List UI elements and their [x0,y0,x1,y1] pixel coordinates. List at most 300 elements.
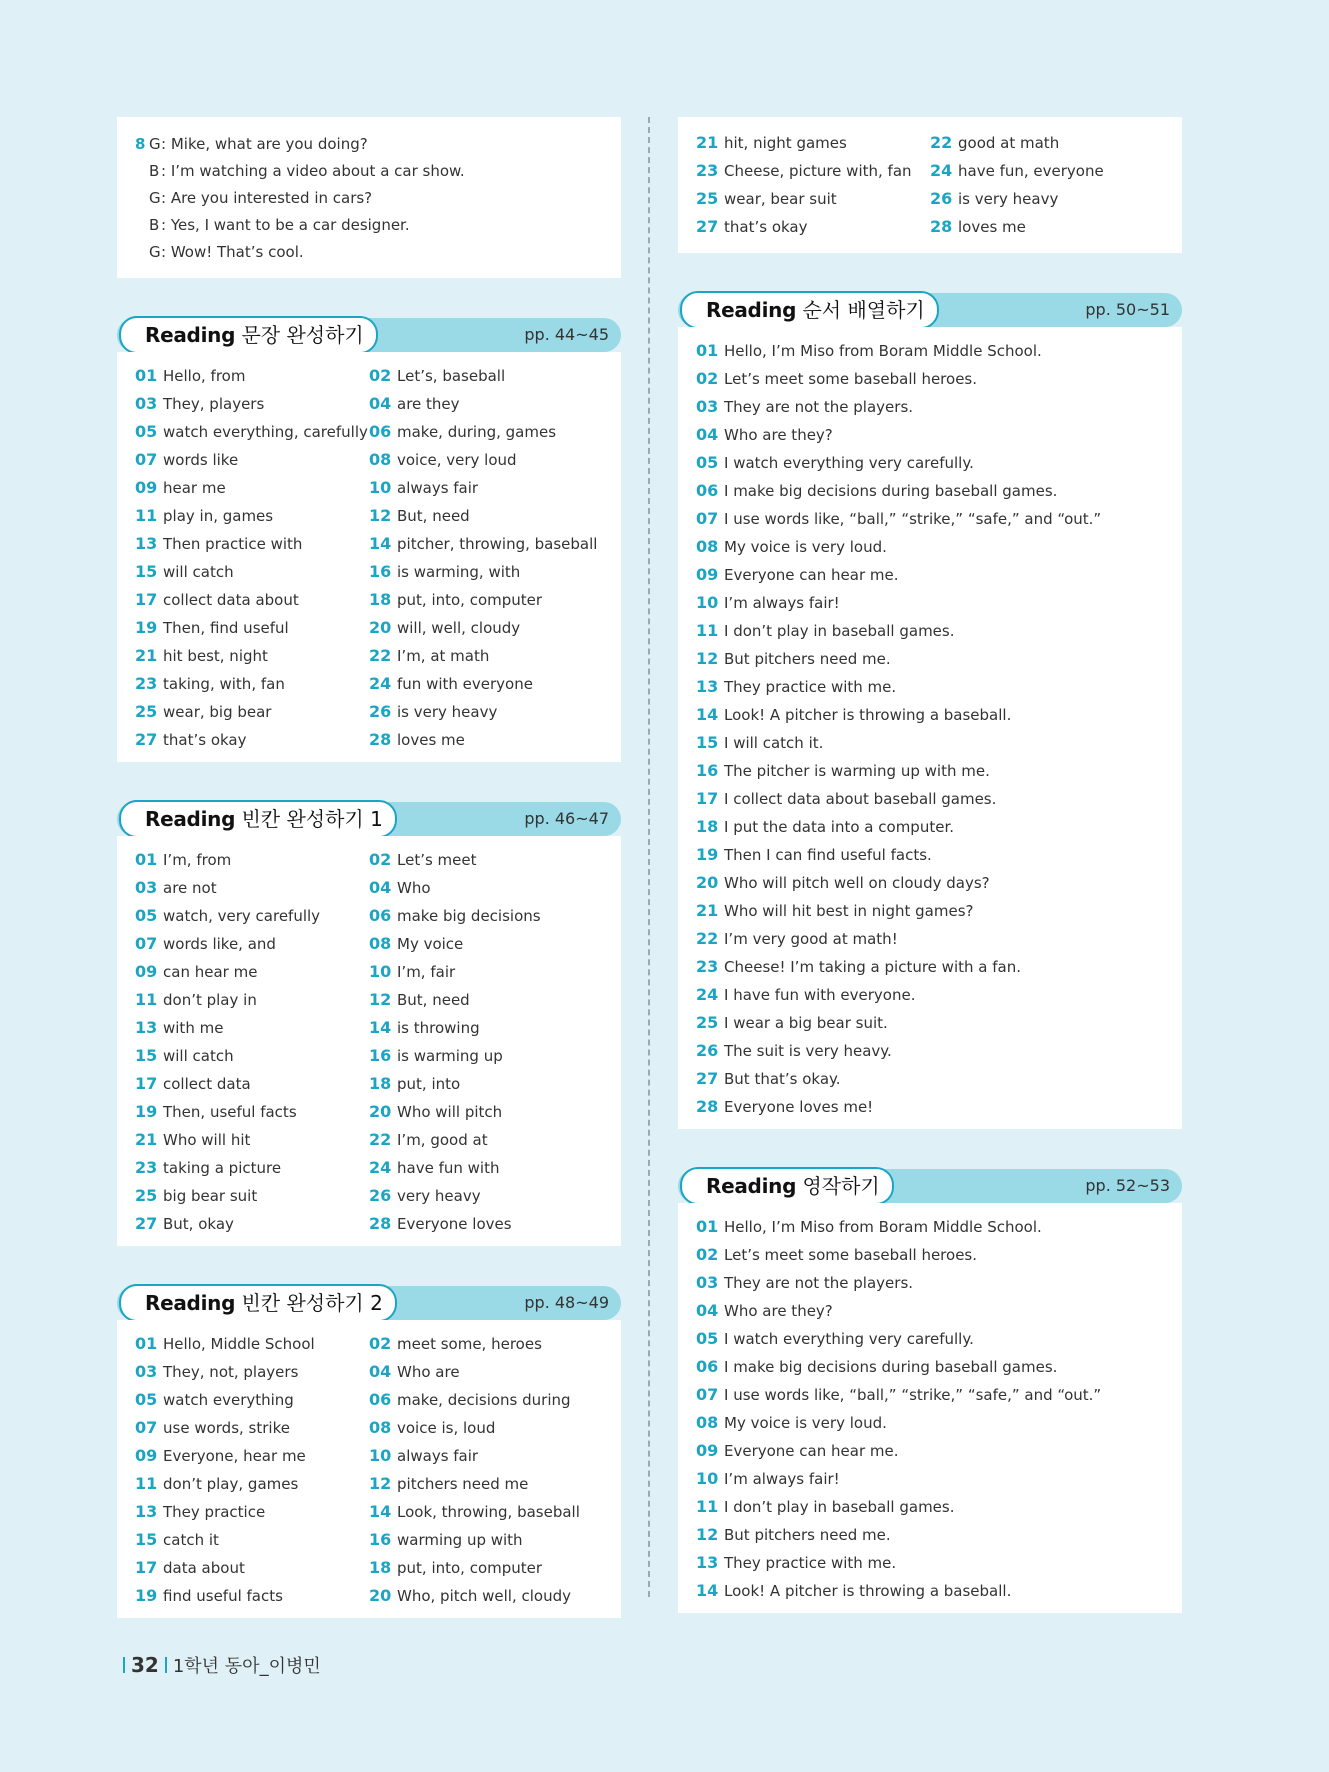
answer-text: My voice is very loud. [724,1414,887,1432]
answer-text: Then, useful facts [163,1103,297,1121]
answer-item [135,1498,369,1526]
answer-text: pitchers need me [397,1475,529,1493]
answer-number: 13 [135,534,158,553]
answer-text: Let’s meet some baseball heroes. [724,1246,978,1264]
answer-number: 24 [369,674,392,693]
answer-item [135,1442,369,1470]
answer-item [135,502,369,530]
answer-number: 05 [696,1329,719,1348]
answer-text: Then I can find useful facts. [724,846,932,864]
answer-number: 02 [696,369,719,388]
answer-item [135,1414,369,1442]
answer-item [696,813,1164,841]
answer-text: Who are they? [724,426,833,444]
answer-text: I collect data about baseball games. [724,790,997,808]
answer-item [696,1009,1164,1037]
answer-text: Who, pitch well, cloudy [397,1587,572,1605]
speaker: B [149,162,160,180]
answer-text: will catch [163,563,234,581]
answer-number: 18 [369,1074,392,1093]
answer-number: 03 [696,1273,719,1292]
answer-item [696,1297,1164,1325]
answer-item [696,1213,1164,1241]
section-fill-blank-2-continued [678,117,1182,253]
answer-number: 23 [696,957,719,976]
answer-text: don’t play, games [163,1475,299,1493]
answer-number: 22 [369,646,392,665]
answer-item [135,1014,369,1042]
answer-item [696,1269,1164,1297]
answer-item [369,958,599,986]
answer-text: is warming up [397,1047,503,1065]
answer-text: Everyone loves [397,1215,512,1233]
answer-number: 01 [135,366,158,385]
answer-text: Everyone loves me! [724,1098,874,1116]
page-footer [117,1652,321,1678]
answer-number: 19 [135,1102,158,1121]
answer-item [696,129,930,157]
answer-text: Everyone, hear me [163,1447,306,1465]
answer-item [696,1437,1164,1465]
answer-text: I wear a big bear suit. [724,1014,888,1032]
answer-item [696,701,1164,729]
answer-text: They practice with me. [724,678,897,696]
answer-item [369,1210,599,1238]
answer-number: 07 [135,934,158,953]
answer-number: 13 [135,1018,158,1037]
answer-text: Everyone can hear me. [724,566,899,584]
answer-item [135,1210,369,1238]
section-title: Reading 문장 완성하기 [119,316,378,354]
answer-number: 12 [369,1474,392,1493]
answer-grid [696,129,1164,241]
answer-number: 06 [369,422,392,441]
answer-text: is very heavy [397,703,498,721]
answer-item [696,561,1164,589]
answer-number: 06 [369,906,392,925]
answer-number: 21 [696,901,719,920]
answer-number: 26 [369,702,392,721]
answer-item [135,1554,369,1582]
answer-number: 05 [696,453,719,472]
answer-text: The pitcher is warming up with me. [724,762,990,780]
answer-item [696,365,1164,393]
answer-number: 11 [135,506,158,525]
answer-item [696,1409,1164,1437]
answer-text: But pitchers need me. [724,1526,891,1544]
answer-text: But, need [397,507,470,525]
answer-text: make big decisions [397,907,541,925]
answer-item [135,874,369,902]
answer-number: 14 [369,534,392,553]
answer-item [135,1386,369,1414]
answer-text: I’m, good at [397,1131,488,1149]
answer-item [696,925,1164,953]
answer-item [369,642,599,670]
answer-text: My voice [397,935,464,953]
answer-number: 26 [930,189,953,208]
answer-grid [135,846,603,1238]
answer-item [135,1582,369,1610]
answer-text: Who are they? [724,1302,833,1320]
answer-number: 13 [696,677,719,696]
answer-item [135,902,369,930]
answer-number: 26 [369,1186,392,1205]
answer-number: 23 [696,161,719,180]
answer-number: 01 [696,1217,719,1236]
answer-number: 10 [696,1469,719,1488]
answer-number: 22 [930,133,953,152]
section-fill-blank-1 [117,800,621,1246]
answer-text: find useful facts [163,1587,283,1605]
answer-number: 21 [135,1130,158,1149]
answer-item [696,1037,1164,1065]
answer-number: 04 [369,878,392,897]
answer-text: collect data [163,1075,251,1093]
answer-item [369,502,599,530]
section-pages: pp. 50~51 [1085,300,1170,319]
answer-text: is warming, with [397,563,521,581]
answer-text: very heavy [397,1187,481,1205]
answer-number: 10 [369,478,392,497]
section-composition [678,1167,1182,1613]
answer-number: 14 [369,1502,392,1521]
answer-item [135,1358,369,1386]
answer-number: 24 [369,1158,392,1177]
answer-item [135,614,369,642]
answer-item [369,446,599,474]
answer-item [135,1042,369,1070]
answer-item [696,1241,1164,1269]
answer-text: catch it [163,1531,219,1549]
answer-item [369,362,599,390]
answer-text: I don’t play in baseball games. [724,622,955,640]
answer-number: 04 [696,1301,719,1320]
answer-item [135,642,369,670]
answer-number: 15 [696,733,719,752]
answer-item [696,1325,1164,1353]
answer-number: 08 [696,1413,719,1432]
answer-number: 27 [135,730,158,749]
answer-number: 02 [369,1334,392,1353]
answer-number: 13 [135,1502,158,1521]
dialog-text: Mike, what are you doing? [170,135,368,153]
answer-number: 15 [135,1046,158,1065]
answer-text: put, into [397,1075,461,1093]
answer-number: 14 [696,1581,719,1600]
answer-text: watch, very carefully [163,907,321,925]
answer-number: 12 [369,990,392,1009]
answer-number: 05 [135,1390,158,1409]
answer-text: Look, throwing, baseball [397,1503,580,1521]
answer-text: have fun, everyone [958,162,1104,180]
answer-text: use words, strike [163,1419,290,1437]
answer-number: 27 [696,1069,719,1088]
answer-text: They are not the players. [724,1274,914,1292]
answer-item [369,1070,599,1098]
answer-item [135,1330,369,1358]
speaker: G [149,189,161,207]
answer-text: Let’s meet [397,851,477,869]
section-fill-blank-2 [117,1284,621,1618]
answer-item [369,698,599,726]
answer-number: 16 [369,1530,392,1549]
answer-number: 22 [696,929,719,948]
answer-item [930,185,1160,213]
answer-item [369,1126,599,1154]
answer-text: taking, with, fan [163,675,285,693]
answer-number: 07 [696,509,719,528]
answer-text: They, players [163,395,265,413]
answer-number: 09 [696,1441,719,1460]
answer-text: I’m, fair [397,963,456,981]
answer-number: 19 [135,618,158,637]
answer-text: Look! A pitcher is throwing a baseball. [724,1582,1012,1600]
answer-text: Then practice with [163,535,303,553]
dialog-text: Yes, I want to be a car designer. [170,216,410,234]
answer-number: 08 [369,1418,392,1437]
answer-text: But that’s okay. [724,1070,841,1088]
answer-text: will catch [163,1047,234,1065]
answer-number: 20 [369,1586,392,1605]
answer-number: 12 [696,649,719,668]
answer-number: 03 [135,394,158,413]
answer-text: Who will hit best in night games? [724,902,974,920]
answer-item [369,1386,599,1414]
section-title: Reading 영작하기 [680,1167,894,1205]
left-column [117,117,621,1618]
answer-text: I use words like, “ball,” “strike,” “safe,” and “out.” [724,1386,1102,1404]
answer-item [135,1098,369,1126]
answer-item [696,785,1164,813]
answer-number: 05 [135,906,158,925]
answer-item [135,1126,369,1154]
answer-text: is throwing [397,1019,480,1037]
answer-number: 22 [369,1130,392,1149]
dialog-line: B : Yes, I want to be a car designer. [135,212,603,239]
answer-text: fun with everyone [397,675,533,693]
answer-number: 17 [696,789,719,808]
section-header [678,1167,1182,1203]
answer-item [135,726,369,754]
answer-number: 28 [930,217,953,236]
answer-text: I’m always fair! [724,594,840,612]
answer-item [696,897,1164,925]
answer-number: 02 [696,1245,719,1264]
answer-item [135,670,369,698]
answer-text: have fun with [397,1159,500,1177]
dialog-line: G: Are you interested in cars? [135,185,603,212]
answer-text: with me [163,1019,224,1037]
speaker: G [149,243,161,261]
answer-item [369,1498,599,1526]
answer-item [369,1414,599,1442]
answer-number: 20 [696,873,719,892]
answer-number: 06 [696,481,719,500]
answer-text: I make big decisions during baseball games. [724,1358,1058,1376]
answer-number: 12 [369,506,392,525]
answer-grid [135,1330,603,1610]
answer-text: They practice with me. [724,1554,897,1572]
answer-item [369,1182,599,1210]
footer-bar [123,1657,125,1673]
dialog-line: G: Wow! That’s cool. [135,239,603,266]
answer-text: Who will hit [163,1131,251,1149]
answer-item [135,474,369,502]
answer-text: play in, games [163,507,274,525]
answer-number: 21 [696,133,719,152]
answer-text: put, into, computer [397,1559,543,1577]
answer-item [369,1526,599,1554]
answer-number: 04 [696,425,719,444]
answer-text: words like [163,451,239,469]
answer-number: 28 [369,730,392,749]
answer-text: Cheese! I’m taking a picture with a fan. [724,958,1021,976]
answer-text: I watch everything very carefully. [724,454,974,472]
answer-item [369,1154,599,1182]
answer-item [696,157,930,185]
answer-number: 05 [135,422,158,441]
answer-text: They are not the players. [724,398,914,416]
answer-item [696,213,930,241]
answer-item [135,530,369,558]
answer-text: don’t play in [163,991,257,1009]
answer-item [135,846,369,874]
answer-number: 18 [696,817,719,836]
answer-item [930,213,1160,241]
answer-text: pitcher, throwing, baseball [397,535,598,553]
dialog-text: Wow! That’s cool. [170,243,304,261]
answer-text: will, well, cloudy [397,619,521,637]
answer-text: hit best, night [163,647,268,665]
answer-number: 20 [369,1102,392,1121]
answer-number: 24 [696,985,719,1004]
answer-text: Who [397,879,431,897]
answer-item [369,1582,599,1610]
answer-number: 25 [696,1013,719,1032]
answer-item [369,1330,599,1358]
answer-text: Then, find useful [163,619,289,637]
answer-item [369,1042,599,1070]
answer-item [696,1093,1164,1121]
answer-item [135,958,369,986]
answer-item [369,1014,599,1042]
section-pages: pp. 48~49 [524,1293,609,1312]
answer-grid [135,362,603,754]
answer-text: voice, very loud [397,451,517,469]
answer-number: 06 [369,1390,392,1409]
answer-number: 11 [696,621,719,640]
answer-text: I’m, from [163,851,232,869]
answer-text: watch everything, carefully [163,423,368,441]
answer-item [369,670,599,698]
answer-number: 09 [696,565,719,584]
answer-number: 04 [369,394,392,413]
answer-item [696,617,1164,645]
answer-number: 03 [135,878,158,897]
answer-text: I’m very good at math! [724,930,898,948]
answer-number: 09 [135,962,158,981]
answer-number: 28 [696,1097,719,1116]
answer-item [135,586,369,614]
answer-item [696,645,1164,673]
answer-text: Let’s, baseball [397,367,506,385]
answer-item [696,505,1164,533]
answer-item [696,981,1164,1009]
answer-text: loves me [397,731,465,749]
answer-item [930,157,1160,185]
answer-item [696,533,1164,561]
answer-item [135,390,369,418]
answer-number: 06 [696,1357,719,1376]
answer-number: 03 [696,397,719,416]
answer-number: 19 [135,1586,158,1605]
answer-number: 25 [135,702,158,721]
answer-number: 16 [369,1046,392,1065]
section-pages: pp. 44~45 [524,325,609,344]
answer-item [696,1381,1164,1409]
answer-item [135,1526,369,1554]
answer-text: put, into, computer [397,591,543,609]
answer-item [696,841,1164,869]
answer-item [369,418,599,446]
answer-item [135,558,369,586]
answer-item [696,673,1164,701]
answer-item [696,337,1164,365]
answer-number: 07 [696,1385,719,1404]
dialog-number: 8 [135,135,146,153]
answer-number: 17 [135,590,158,609]
answer-number: 15 [135,1530,158,1549]
answer-text: make, during, games [397,423,557,441]
answer-item [135,1154,369,1182]
answer-item [696,1577,1164,1605]
answer-text: words like, and [163,935,276,953]
footer-bar [165,1657,167,1673]
dialog-text: Are you interested in cars? [170,189,373,207]
answer-item [135,986,369,1014]
answer-number: 18 [369,1558,392,1577]
answer-number: 26 [696,1041,719,1060]
answer-text: are not [163,879,217,897]
answer-text: Hello, Middle School [163,1335,315,1353]
answer-number: 21 [135,646,158,665]
answer-number: 12 [696,1525,719,1544]
answer-item [696,1353,1164,1381]
answer-text: Who will pitch well on cloudy days? [724,874,990,892]
answer-item [696,729,1164,757]
answer-item [696,589,1164,617]
answer-item [369,530,599,558]
footer-text: 1학년 동아_이병민 [172,1656,321,1677]
answer-item [369,986,599,1014]
answer-text: are they [397,395,460,413]
answer-item [369,1470,599,1498]
answer-text: wear, bear suit [724,190,837,208]
answer-item [930,129,1160,157]
answer-text: Look! A pitcher is throwing a baseball. [724,706,1012,724]
answer-number: 14 [369,1018,392,1037]
answer-list [696,337,1164,1121]
answer-text: I don’t play in baseball games. [724,1498,955,1516]
answer-item [369,586,599,614]
answer-number: 08 [369,934,392,953]
answer-text: that’s okay [163,731,247,749]
answer-text: good at math [958,134,1060,152]
answer-text: wear, big bear [163,703,272,721]
answer-text: But pitchers need me. [724,650,891,668]
answer-text: data about [163,1559,245,1577]
